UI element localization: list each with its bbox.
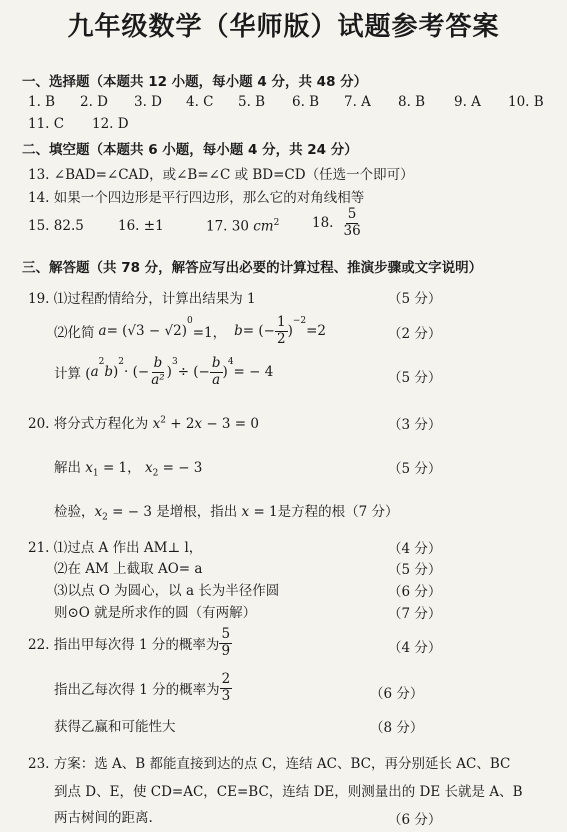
score: （6 分） (388, 812, 442, 828)
section-3-heading: 三、解答题（共 78 分，解答应写出必要的计算过程、推演步骤或文字说明） (22, 260, 483, 276)
choice-answer: 3. D (134, 94, 162, 110)
score: （6 分） (388, 584, 442, 600)
score: （2 分） (388, 326, 442, 342)
score: （5 分） (388, 291, 442, 307)
choice-answer: 10. B (508, 94, 544, 110)
answer-19-line-1: 19. ⑴过程酌情给分，计算出结果为 1 (28, 291, 256, 307)
answer-21-line-1: 21. ⑴过点 A 作出 AM⊥ l， (28, 540, 203, 556)
page-title: 九年级数学（华师版）试题参考答案 (67, 12, 500, 42)
answer-21-line-3: ⑶以点 O 为圆心，以 a 长为半径作圆 (54, 583, 280, 599)
answer-14: 14. 如果一个四边形是平行四边形，那么它的对角线相等 (28, 190, 365, 206)
answer-18: 18. $\frac{5}{36}$ (312, 206, 361, 239)
answer-23-line-3: 两古树间的距离. (54, 810, 153, 826)
score: （5 分） (388, 562, 442, 578)
answer-21-line-2: ⑵在 AM 上截取 AO= a (54, 561, 203, 577)
answer-15: 15. 82.5 (28, 218, 84, 234)
score: （5 分） (388, 461, 442, 477)
score: （4 分） (388, 541, 442, 557)
score: （4 分） (388, 640, 442, 656)
score: （3 分） (388, 417, 442, 433)
answer-22-line-1: 22. 指出甲每次得 1 分的概率为 $\frac{5}{9}$ (28, 626, 231, 659)
answer-23-line-2: 到点 D、E，使 CD=AC，CE=BC，连结 DE，则测量出的 DE 长就是 A、B (54, 784, 523, 800)
choice-answer: 11. C (28, 116, 65, 132)
section-1-heading: 一、选择题（本题共 12 小题，每小题 4 分，共 48 分） (22, 74, 368, 90)
choice-answer: 8. B (398, 94, 426, 110)
answer-20-line-3: 检验，$x_2$ = − 3 是增根，指出 x = 1是方程的根（7 分） (54, 504, 399, 523)
score: （6 分） (370, 686, 424, 702)
choice-answer: 1. B (28, 94, 56, 110)
answer-21-line-4: 则⊙O 就是所求作的圆（有两解） (54, 605, 257, 621)
answer-20-line-1: 20. 将分式方程化为 $x^2 + 2x - 3 = 0$ (28, 415, 259, 432)
choice-answer: 5. B (238, 94, 266, 110)
choice-answer: 12. D (92, 116, 129, 132)
section-2-heading: 二、填空题（本题共 6 小题，每小题 4 分，共 24 分） (22, 142, 358, 158)
score: （7 分） (388, 606, 442, 622)
score: （5 分） (388, 370, 442, 386)
answer-17: 17. 30 $cm^2$ (206, 218, 280, 235)
choice-answer: 2. D (80, 94, 108, 110)
answer-22-line-3: 获得乙赢和可能性大 (54, 719, 176, 735)
choice-answer: 7. A (344, 94, 371, 110)
choice-answer: 4. C (186, 94, 214, 110)
answer-16: 16. ±1 (118, 218, 164, 234)
answer-20-line-2: 解出 $x_1 = 1$， $x_2$ = − 3 (54, 460, 203, 479)
answer-13: 13. ∠BAD=∠CAD，或∠B=∠C 或 BD=CD（任选一个即可） (28, 167, 414, 183)
answer-23-line-1: 23. 方案：选 A、B 都能直接到达的点 C，连结 AC、BC，再分别延长 AC、BC (28, 756, 511, 772)
choice-answer: 9. A (454, 94, 481, 110)
answer-19-line-3: 计算 ( a $^2$ b ) $^2$ · (− $\frac{b}{\text{a²}}$ ) $^3$ ÷ (− $\frac{b}{a}$ ) $^4$ = − 4 (54, 355, 274, 388)
choice-answer: 6. B (292, 94, 320, 110)
answer-22-line-2: 指出乙每次得 1 分的概率为 $\frac{2}{3}$ (54, 671, 231, 704)
score: （8 分） (370, 720, 424, 736)
answer-19-line-2: ⑵化简 a = (√3 − √2) $^0$ =1， b = (− $\frac{1}{2}$ ) $^{-2}$ =2 (54, 314, 327, 347)
